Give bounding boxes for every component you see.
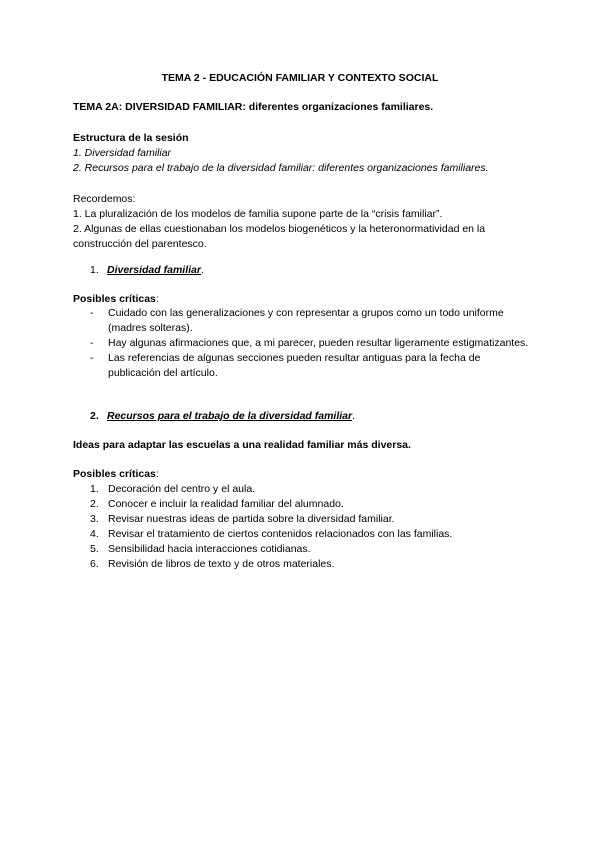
recordemos-heading: Recordemos: [73,193,136,205]
recordemos-line: 1. La pluralización de los modelos de familia supone parte de la “crisis familiar”. [73,208,443,220]
section-2-number: 2. [90,410,99,422]
list-number: 6. [90,558,99,570]
section-2-title: Recursos para el trabajo de la diversidad familiar [107,410,353,422]
list-number: 4. [90,528,99,540]
dash-bullet: - [90,337,94,349]
section-1-heading [90,263,204,278]
dash-bullet: - [90,352,94,364]
list-item-text: Cuidado con las generalizaciones y con representar a grupos como un todo uniforme (madres solteras). [108,307,504,334]
list-item-text: Las referencias de algunas secciones pueden resultar antiguas para la fecha de publicación del artículo. [108,352,481,379]
list-item [73,557,533,572]
criticas-2-list [73,482,533,572]
list-item-text: Hay algunas afirmaciones que, a mi parecer, pueden resultar ligeramente estigmatizantes. [108,337,529,349]
list-item-text: Sensibilidad hacia interacciones cotidianas. [108,543,311,555]
estructura-section [73,131,533,176]
list-item-text: Conocer e incluir la realidad familiar del alumnado. [108,498,344,510]
list-item-text: Decoración del centro y el aula. [108,483,256,495]
list-item [73,336,533,351]
criticas-1-heading-line [73,292,533,307]
list-number: 5. [90,543,99,555]
section-1-number: 1. [90,264,99,276]
list-item-text: Revisar el tratamiento de ciertos contenidos relacionados con las familias. [108,528,453,540]
list-item [73,482,533,497]
list-item-text: Revisión de libros de texto y de otros materiales. [108,558,335,570]
section-1-title: Diversidad familiar [107,264,201,276]
document-subtitle: TEMA 2A: DIVERSIDAD FAMILIAR: diferentes organizaciones familiares. [73,101,434,113]
estructura-item: 1. Diversidad familiar [73,147,172,159]
list-number: 3. [90,513,99,525]
list-item-text: Revisar nuestras ideas de partida sobre la diversidad familiar. [108,513,395,525]
section-2-heading [90,409,355,424]
criticas-2-colon: : [155,468,159,480]
recordemos-section [73,192,533,252]
criticas-2-heading-line [73,467,533,482]
section-2-suffix: . [352,410,356,422]
recordemos-line: 2. Algunas de ellas cuestionaban los modelos biogenéticos y la heteronormatividad en la construcción del parentesco. [73,223,486,250]
list-item [73,351,533,381]
ideas-line: Ideas para adaptar las escuelas a una realidad familiar más diversa. [73,439,411,451]
section-1-suffix: . [200,264,204,276]
criticas-2-heading: Posibles críticas [73,468,156,480]
document-title: TEMA 2 - EDUCACIÓN FAMILIAR Y CONTEXTO SOCIAL [161,72,439,84]
list-number: 1. [90,483,99,495]
list-item [73,512,533,527]
criticas-1-colon: : [155,293,159,305]
list-item [73,497,533,512]
criticas-1-heading: Posibles críticas [73,293,156,305]
estructura-heading: Estructura de la sesión [73,132,189,144]
list-item [73,527,533,542]
list-item [73,542,533,557]
list-number: 2. [90,498,99,510]
criticas-1-list [73,306,533,381]
estructura-item: 2. Recursos para el trabajo de la diversidad familiar: diferentes organizaciones familiares. [73,162,489,174]
list-item [73,306,533,336]
dash-bullet: - [90,307,94,319]
